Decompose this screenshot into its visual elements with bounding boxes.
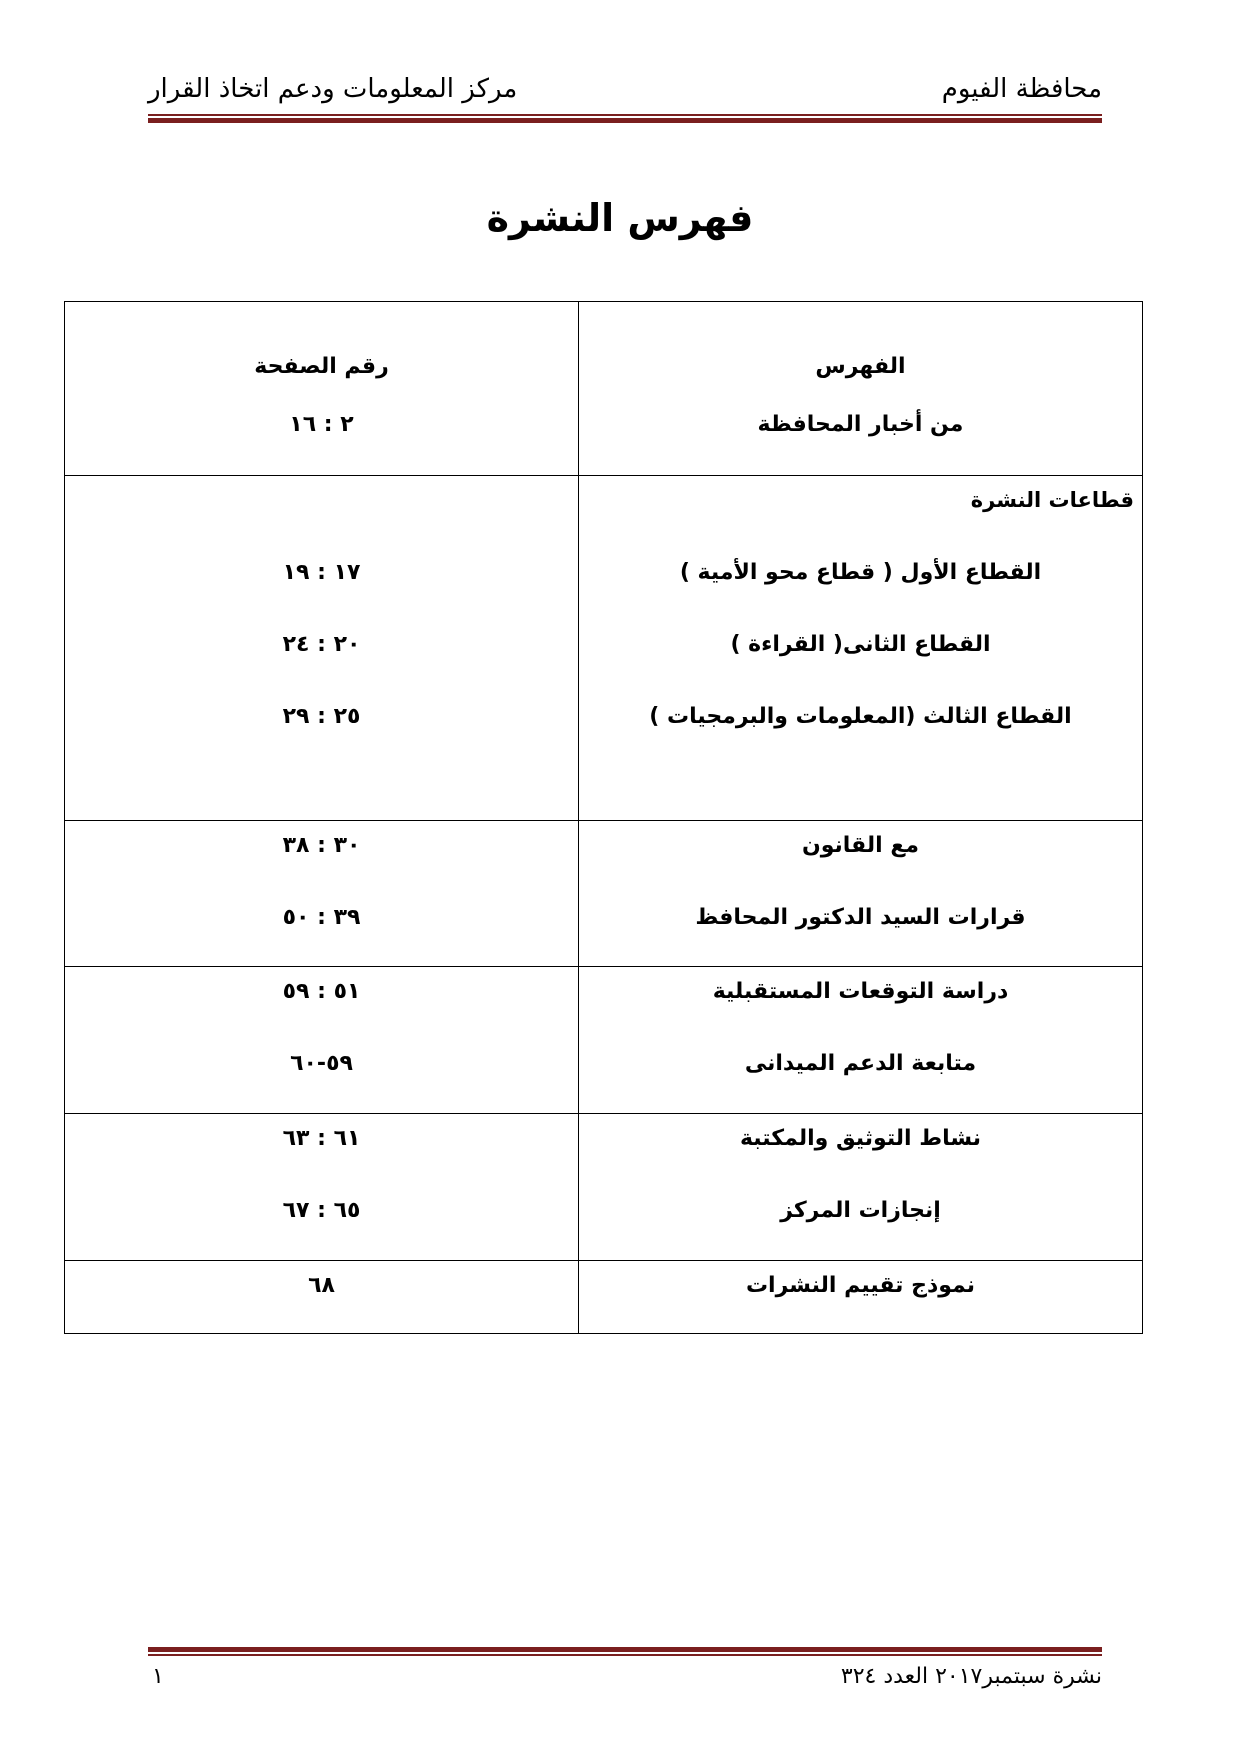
footer-rule: [148, 1647, 1102, 1657]
toc-entry: القطاع الثالث (المعلومات والبرمجيات ): [649, 704, 1072, 729]
page-header: [148, 74, 1102, 110]
toc-entry: إنجازات المركز: [780, 1198, 941, 1223]
page-range: ٦١ : ٦٣: [282, 1126, 361, 1151]
index-cell: [579, 967, 1143, 1114]
page-range: ٢ : ١٦: [289, 412, 354, 437]
table-row: [65, 967, 1143, 1114]
toc-entry: مع القانون: [801, 833, 920, 858]
toc-entry: نشاط التوثيق والمكتبة: [739, 1126, 982, 1151]
header-rule: [148, 114, 1102, 124]
toc-entry: القطاع الأول ( قطاع محو الأمية ): [679, 560, 1042, 585]
page-range: ٥٩-٦٠: [290, 1051, 353, 1076]
header-rule-thick: [148, 118, 1102, 123]
section-label: قطاعات النشرة: [970, 488, 1134, 512]
toc-entry: قرارات السيد الدكتور المحافظ: [695, 905, 1026, 930]
table-row: [65, 476, 1143, 821]
footer-rule-thin: [148, 1654, 1102, 1656]
page-cell: [65, 302, 579, 476]
page-range: ٢٠ : ٢٤: [282, 632, 361, 657]
header-rule-thin: [148, 114, 1102, 116]
toc-table: [64, 301, 1143, 1334]
index-cell: [579, 1261, 1143, 1334]
page-range: ٣٠ : ٣٨: [282, 833, 361, 858]
index-cell: [579, 476, 1143, 821]
toc-entry: دراسة التوقعات المستقبلية: [712, 979, 1009, 1004]
table-row: [65, 1261, 1143, 1334]
page-cell: [65, 1114, 579, 1261]
index-cell: [579, 1114, 1143, 1261]
page-footer: [148, 1664, 1102, 1694]
page-range: ٢٥ : ٢٩: [282, 704, 361, 729]
issue-label: نشرة سبتمبر٢٠١٧ العدد ٣٢٤: [840, 1664, 1102, 1689]
toc-entry: متابعة الدعم الميدانى: [744, 1051, 977, 1076]
table-row: [65, 302, 1143, 476]
page-cell: [65, 967, 579, 1114]
page-range: ١٧ : ١٩: [282, 560, 361, 585]
page-range: ٣٩ : ٥٠: [282, 905, 361, 930]
page-range: ٥١ : ٥٩: [282, 979, 361, 1004]
page-number: ١: [152, 1664, 164, 1689]
page-cell: [65, 821, 579, 967]
index-column-header: الفهرس: [815, 354, 906, 379]
toc-entry: القطاع الثانى( القراءة ): [730, 632, 991, 657]
index-cell: [579, 821, 1143, 967]
page-title: فهرس النشرة: [486, 196, 754, 240]
toc-entry: من أخبار المحافظة: [757, 412, 964, 437]
page-range: ٦٥ : ٦٧: [282, 1198, 361, 1223]
table-row: [65, 1114, 1143, 1261]
page-range: ٦٨: [308, 1273, 335, 1298]
footer-rule-thick: [148, 1647, 1102, 1652]
table-row: [65, 821, 1143, 967]
page-column-header: رقم الصفحة: [254, 354, 389, 379]
page-cell: [65, 1261, 579, 1334]
toc-entry: نموذج تقييم النشرات: [745, 1273, 976, 1298]
index-cell: [579, 302, 1143, 476]
center-name: مركز المعلومات ودعم اتخاذ القرار: [148, 74, 518, 104]
page-cell: [65, 476, 579, 821]
governorate-name: محافظة الفيوم: [941, 74, 1102, 104]
